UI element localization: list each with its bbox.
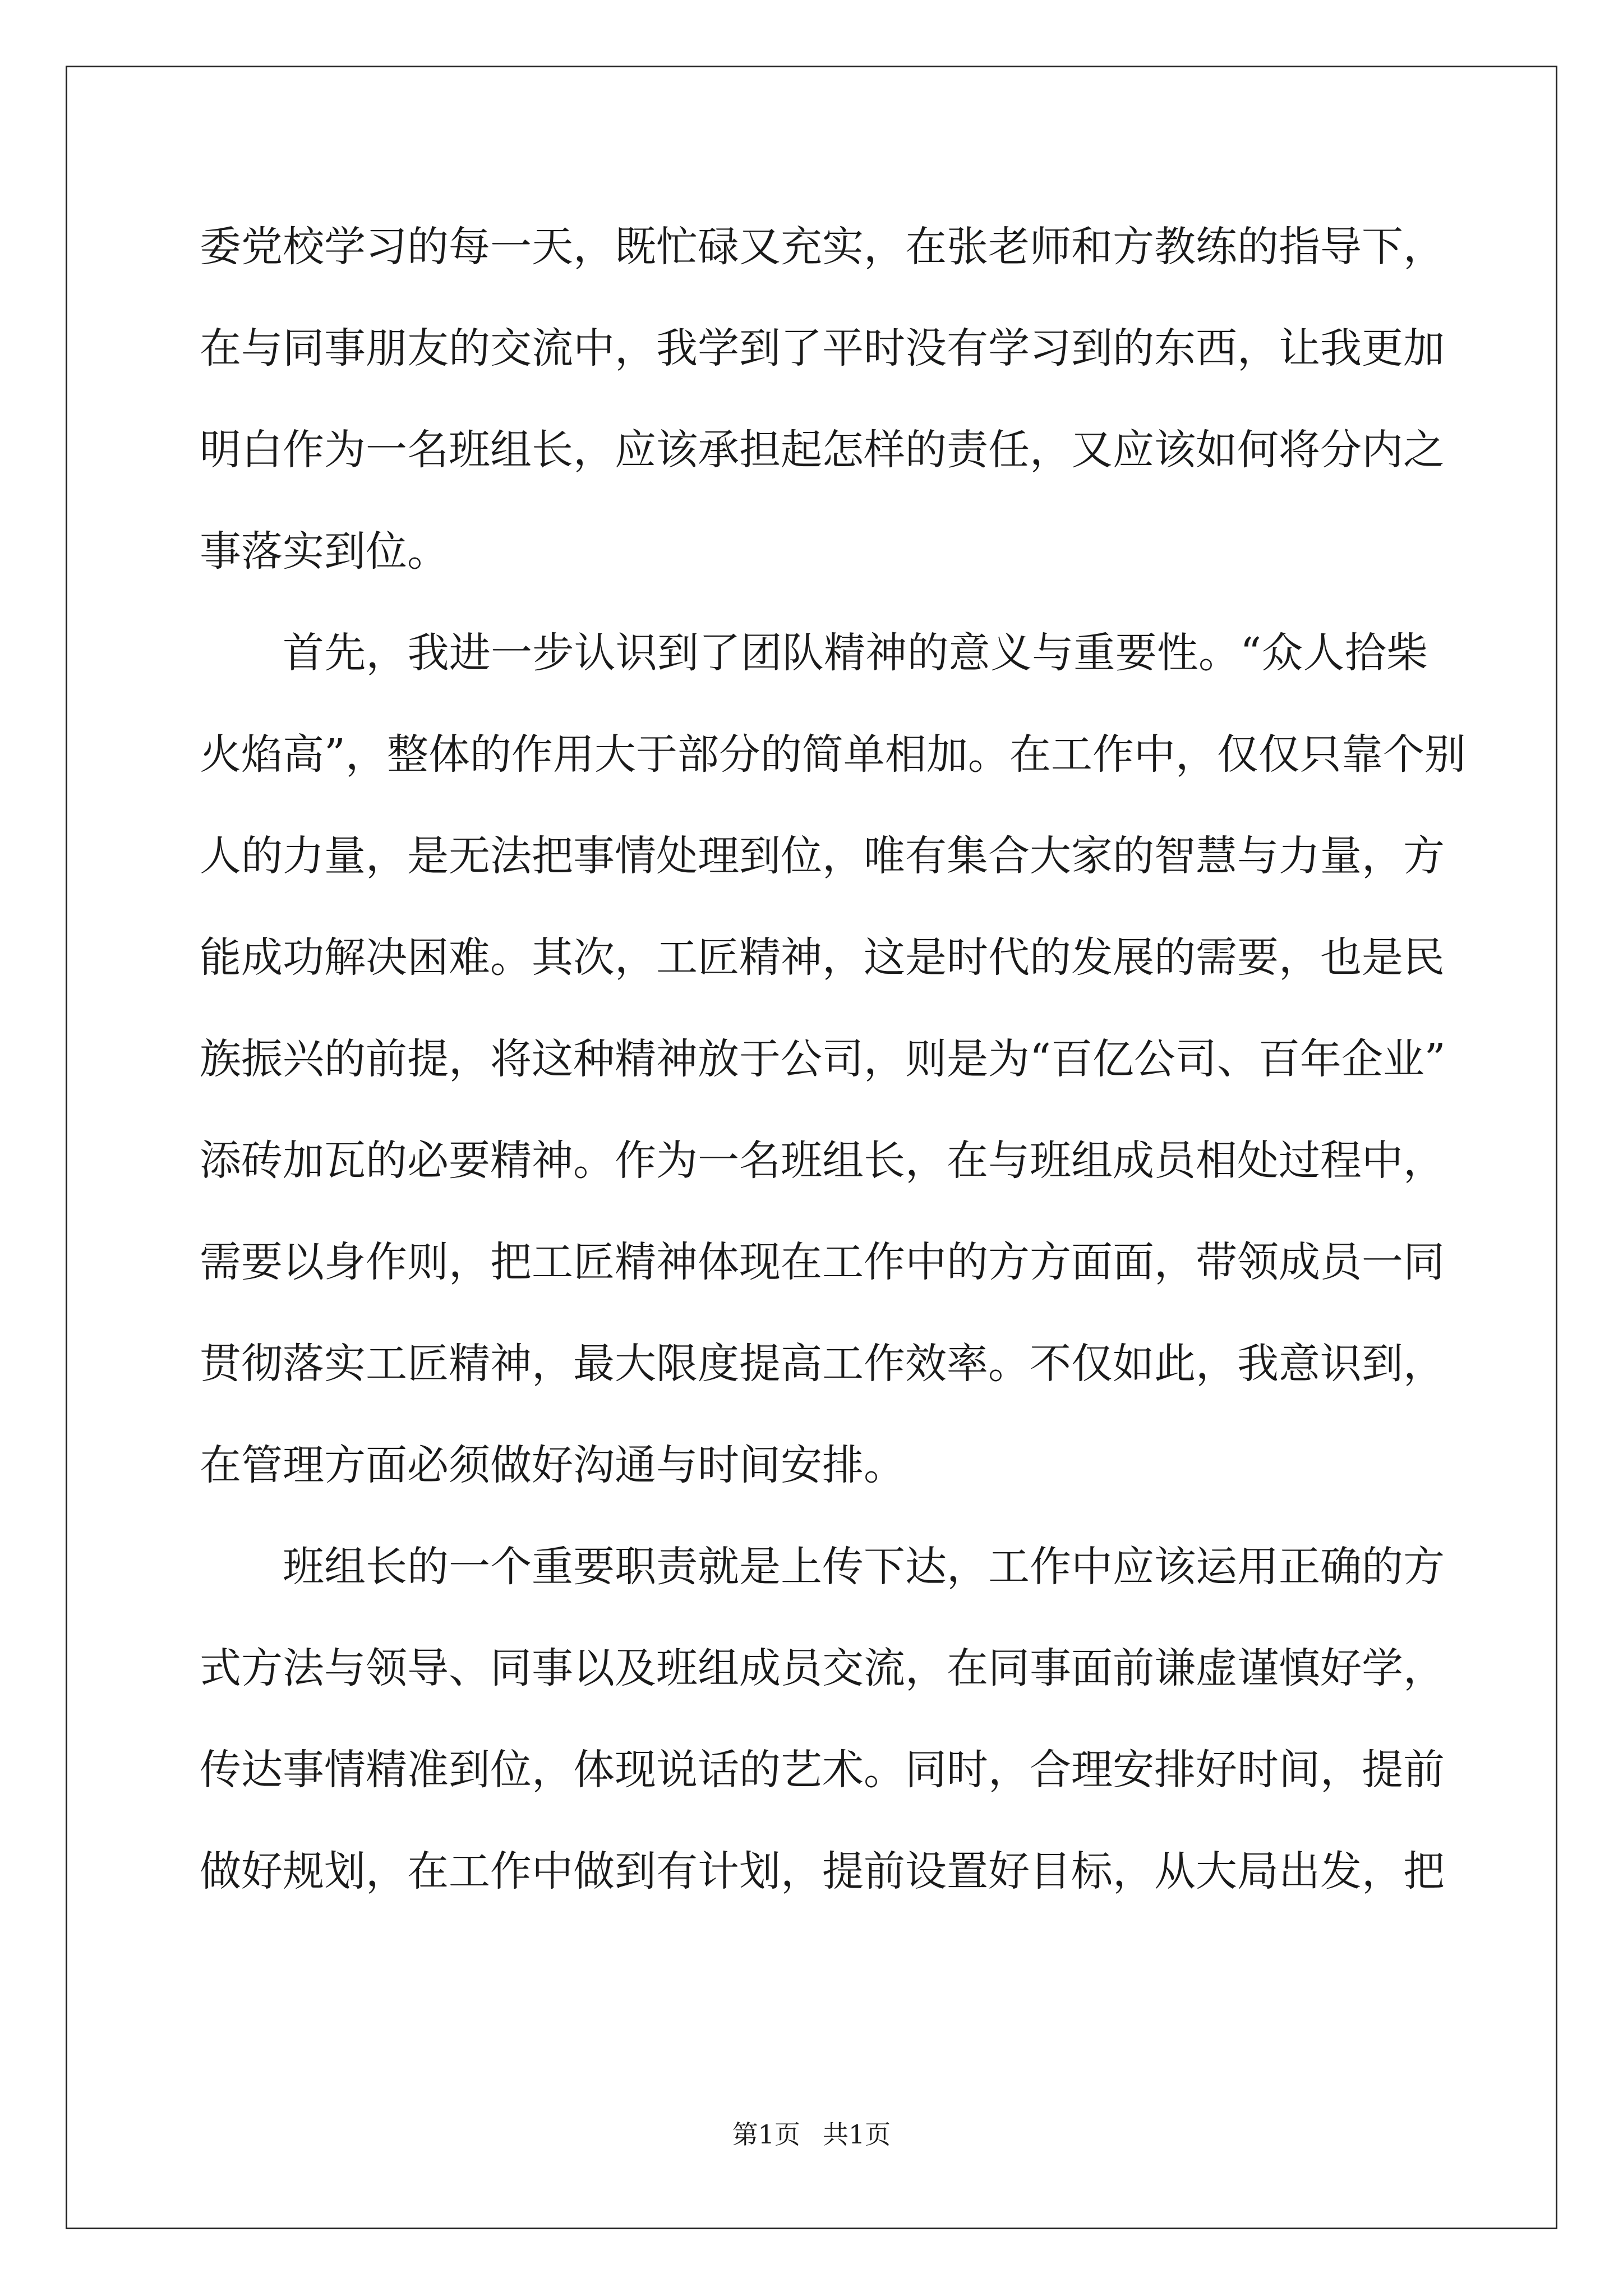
text-line: 添砖加瓦的必要精神。作为一名班组长，在与班组成员相处过程中，	[200, 1137, 1445, 1185]
text-line: 人的力量，是无法把事情处理到位，唯有集合大家的智慧与力量，方	[200, 832, 1445, 880]
page-number-total: 共1页	[823, 2119, 891, 2150]
text-line: 在与同事朋友的交流中，我学到了平时没有学习到的东西，让我更加	[200, 324, 1445, 372]
text-line: 做好规划，在工作中做到有计划，提前设置好目标，从大局出发，把	[200, 1847, 1445, 1895]
text-line: 火焰高”，整体的作用大于部分的简单相加。在工作中，仅仅只靠个别	[200, 730, 1466, 779]
text-line: 传达事情精准到位，体现说话的艺术。同时，合理安排好时间，提前	[200, 1746, 1445, 1794]
text-line: 委党校学习的每一天，既忙碌又充实，在张老师和方教练的指导下，	[200, 223, 1445, 271]
text-line: 明白作为一名班组长，应该承担起怎样的责任，又应该如何将分内之	[200, 426, 1445, 474]
text-line: 首先，我进一步认识到了团队精神的意义与重要性。“众人拾柴	[283, 629, 1428, 677]
text-line: 式方法与领导、同事以及班组成员交流，在同事面前谦虚谨慎好学，	[200, 1644, 1445, 1692]
paragraph	[200, 1516, 1445, 1922]
text-line: 贯彻落实工匠精神，最大限度提高工作效率。不仅如此，我意识到，	[200, 1340, 1445, 1388]
text-line: 能成功解决困难。其次，工匠精神，这是时代的发展的需要，也是民	[200, 933, 1445, 982]
text-line: 班组长的一个重要职责就是上传下达，工作中应该运用正确的方	[283, 1543, 1445, 1591]
page-number-current: 第1页	[732, 2119, 800, 2150]
page-footer	[0, 2118, 1623, 2151]
text-line: 事落实到位。	[200, 527, 449, 576]
text-line: 族振兴的前提，将这种精神放于公司，则是为“百亿公司、百年企业”	[200, 1035, 1446, 1083]
document-body	[200, 196, 1466, 1922]
paragraph	[200, 196, 1445, 602]
text-line: 在管理方面必须做好沟通与时间安排。	[200, 1441, 905, 1489]
text-line: 需要以身作则，把工匠精神体现在工作中的方方面面，带领成员一同	[200, 1238, 1445, 1286]
paragraph	[200, 602, 1466, 1516]
